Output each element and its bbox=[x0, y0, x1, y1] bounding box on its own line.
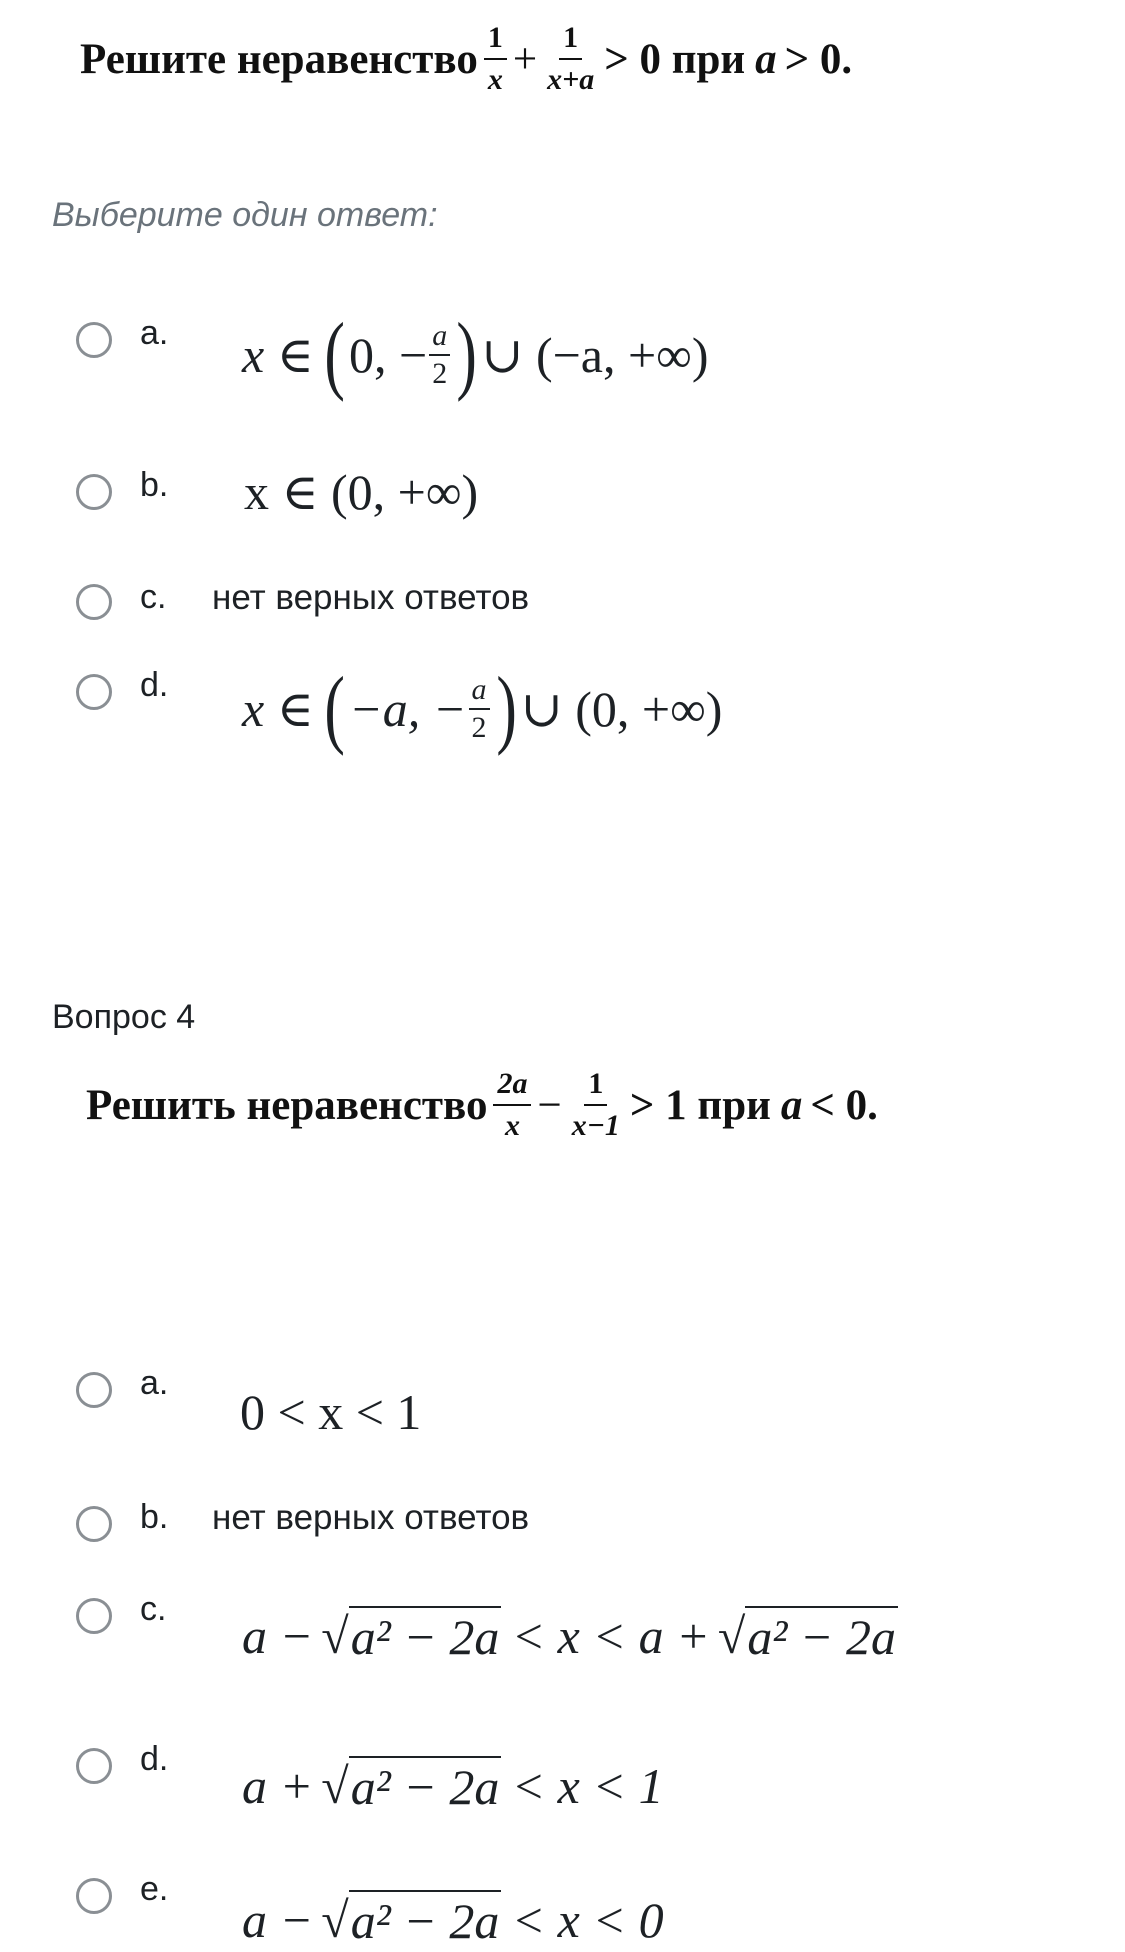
fraction-2 bbox=[568, 1069, 624, 1141]
fraction-numerator: 1 bbox=[584, 1069, 607, 1106]
sqrt-radicand: a² − 2a bbox=[745, 1606, 898, 1666]
fraction-2 bbox=[543, 23, 598, 95]
option-text: нет верных ответов bbox=[212, 578, 530, 617]
task-prefix: Решить неравенство bbox=[86, 1081, 488, 1129]
condition-relation: > 0. bbox=[784, 35, 853, 83]
radio-button[interactable] bbox=[76, 322, 112, 358]
option-math bbox=[242, 300, 708, 410]
sqrt-sign: √ bbox=[321, 1892, 349, 1948]
fraction-numerator: a bbox=[469, 675, 490, 710]
q3-option-c[interactable] bbox=[0, 576, 1125, 632]
fraction-denominator: x bbox=[487, 63, 503, 96]
math-part: < x < 1 bbox=[511, 1758, 664, 1814]
fraction-1 bbox=[484, 23, 507, 95]
q3-option-b[interactable] bbox=[0, 460, 1125, 524]
sqrt-radicand: a² − 2a bbox=[349, 1756, 502, 1816]
fraction-denominator: 2 bbox=[432, 357, 448, 390]
q4-option-d[interactable] bbox=[0, 1734, 1125, 1830]
condition-variable: a bbox=[780, 1081, 803, 1129]
option-math bbox=[242, 1888, 664, 1952]
fraction-numerator: a bbox=[429, 321, 450, 356]
sqrt-radicand: a² − 2a bbox=[349, 1890, 502, 1950]
radio-button[interactable] bbox=[76, 1372, 112, 1408]
left-paren: ( bbox=[324, 660, 345, 757]
math-suffix: ∪ (0, +∞) bbox=[520, 681, 723, 737]
task-prefix: Решите неравенство bbox=[80, 35, 478, 83]
radio-button[interactable] bbox=[76, 1506, 112, 1542]
math-part: a − bbox=[242, 1892, 314, 1948]
q4-option-e[interactable] bbox=[0, 1866, 1125, 1949]
option-letter: b. bbox=[140, 1498, 169, 1536]
option-letter: b. bbox=[140, 466, 169, 504]
fraction-denominator: 2 bbox=[471, 711, 487, 744]
radio-button[interactable] bbox=[76, 584, 112, 620]
math-prefix: x ∈ bbox=[242, 681, 314, 737]
radio-button[interactable] bbox=[76, 1748, 112, 1784]
option-math bbox=[242, 1604, 898, 1668]
sqrt-sign: √ bbox=[321, 1758, 349, 1814]
math-part: < x < 0 bbox=[511, 1892, 664, 1948]
condition-variable: a bbox=[755, 35, 777, 83]
option-math: 0 < x < 1 bbox=[240, 1384, 422, 1440]
radio-button[interactable] bbox=[76, 674, 112, 710]
fraction-denominator: x bbox=[504, 1109, 520, 1142]
math-part: a − bbox=[242, 1608, 314, 1664]
question-4-text bbox=[86, 1060, 878, 1150]
fraction-numerator: 1 bbox=[484, 23, 507, 60]
math-fraction bbox=[429, 321, 450, 389]
task-suffix: > 1 при bbox=[629, 1081, 771, 1129]
math-part: a + bbox=[242, 1758, 314, 1814]
option-letter: a. bbox=[140, 1364, 169, 1402]
q4-option-a[interactable] bbox=[0, 1360, 1125, 1440]
option-letter: a. bbox=[140, 314, 169, 352]
right-paren: ) bbox=[456, 306, 478, 403]
math-part: < x < a + bbox=[511, 1608, 710, 1664]
minus-sign: − bbox=[537, 1081, 562, 1129]
math-suffix: ∪ (−a, +∞) bbox=[481, 327, 709, 383]
math-inner: 0, − bbox=[349, 327, 428, 383]
q4-option-c[interactable] bbox=[0, 1586, 1125, 1682]
right-paren: ) bbox=[495, 660, 517, 757]
question-4-label: Вопрос 4 bbox=[52, 998, 196, 1036]
math-inner: −a, − bbox=[349, 681, 467, 737]
math-fraction bbox=[469, 675, 490, 743]
q4-option-b[interactable] bbox=[0, 1496, 1125, 1552]
left-paren: ( bbox=[324, 306, 345, 403]
option-math: x ∈ (0, +∞) bbox=[244, 464, 479, 520]
radio-button[interactable] bbox=[76, 1878, 112, 1914]
q3-option-d[interactable] bbox=[0, 654, 1125, 764]
task-suffix: > 0 при bbox=[604, 35, 746, 83]
option-letter: d. bbox=[140, 1740, 169, 1778]
option-letter: d. bbox=[140, 666, 169, 704]
fraction-denominator: x+a bbox=[547, 63, 595, 96]
plus-sign: + bbox=[512, 35, 538, 83]
option-math bbox=[242, 654, 722, 764]
radio-button[interactable] bbox=[76, 1598, 112, 1634]
radio-button[interactable] bbox=[76, 474, 112, 510]
option-letter: e. bbox=[140, 1870, 169, 1908]
option-text: нет верных ответов bbox=[212, 1498, 530, 1537]
sqrt-sign: √ bbox=[717, 1608, 746, 1664]
question-3-text bbox=[80, 14, 852, 104]
option-math bbox=[242, 1754, 664, 1818]
sqrt-sign: √ bbox=[321, 1608, 349, 1664]
fraction-denominator: x−1 bbox=[571, 1109, 620, 1142]
math-prefix: x ∈ bbox=[242, 327, 314, 383]
option-letter: c. bbox=[140, 1590, 167, 1628]
answer-prompt: Выберите один ответ: bbox=[52, 196, 438, 234]
option-letter: c. bbox=[140, 578, 167, 616]
sqrt-radicand: a² − 2a bbox=[349, 1606, 502, 1666]
condition-relation: < 0. bbox=[810, 1081, 878, 1129]
q3-option-a[interactable] bbox=[0, 300, 1125, 410]
fraction-1 bbox=[493, 1069, 531, 1141]
fraction-numerator: 1 bbox=[559, 23, 582, 60]
fraction-numerator: 2a bbox=[493, 1069, 531, 1106]
